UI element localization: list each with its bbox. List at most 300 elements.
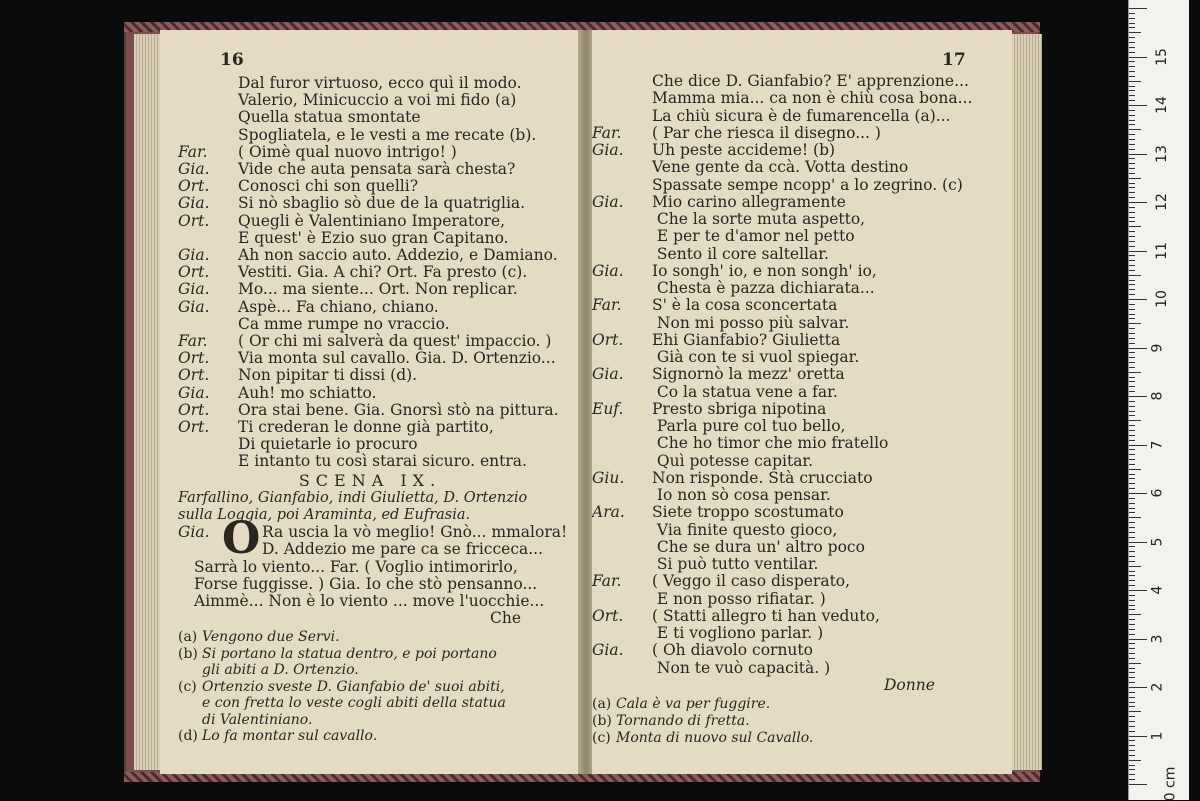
dialogue-line [592,555,818,573]
speaker-label: Gia. [592,261,624,280]
ruler-tick [1129,284,1135,285]
ruler-tick [1129,580,1135,581]
line-text: Valerio, Minicuccio a voi mi fido (a) [238,91,517,110]
right-page [592,30,1012,774]
line-text: Si può tutto ventilar. [652,555,819,573]
speaker-label: Euf. [592,399,624,418]
ruler-tick [1129,100,1135,101]
ruler-tick [1129,512,1135,513]
ruler-tick [1129,333,1135,334]
line-text: Vide che auta pensata sarà chesta? [238,160,516,178]
line-text: Che ho timor che mio fratello [652,434,889,453]
ruler-tick [1129,260,1135,261]
speaker-label: Gia. [178,297,210,316]
ruler-tick [1129,774,1135,775]
line-text: Parla pure col tuo bello, [652,417,846,435]
line-text: Non pipitar ti dissi (d). [238,366,418,385]
dialogue-line [592,607,880,625]
scene-cast: sulla Loggia, poi Araminta, ed Eufrasia. [178,507,471,523]
ruler-tick [1129,318,1135,319]
dialogue-line [592,141,835,159]
ruler-tick [1129,144,1135,145]
ruler-tick [1129,629,1135,630]
speaker-label: Ort. [178,211,210,230]
dialogue-line [178,401,559,419]
dialogue-line [592,89,972,107]
ruler-tick [1129,653,1135,654]
ruler-number: 5 [1149,537,1166,546]
ruler-tick [1129,702,1135,703]
ruler-tick [1129,299,1147,300]
ruler-tick [1129,585,1135,586]
speaker-label: Far. [592,123,622,142]
line-text: E non posso rifiatar. ) [652,589,826,608]
line-text: Conosci chi son quelli? [238,177,419,196]
dialogue-line [178,263,527,281]
speaker-label: Far. [592,572,622,591]
line-text: Uh peste accideme! (b) [652,141,836,159]
dialogue-line [592,400,826,418]
dialogue-line [592,434,888,452]
dialogue-line [178,280,518,298]
footnote [178,694,506,712]
footnote-text: gli abiti a D. Ortenzio. [202,662,359,679]
dialogue-line [592,331,840,349]
dialogue-line [592,365,845,383]
line-text: S' è la cosa sconcertata [652,296,838,315]
ruler-tick [1129,314,1135,315]
speaker-label: Gia. [178,280,210,299]
ruler-tick [1129,721,1135,722]
dialogue-line [178,108,421,126]
ruler-tick [1129,542,1147,543]
ruler-tick [1129,294,1135,295]
speaker-label: Ara. [592,503,625,522]
ruler-tick [1129,726,1135,727]
ruler-tick [1129,779,1135,780]
line-text: E ti vogliono parlar. ) [652,624,824,642]
ruler-tick [1129,265,1135,266]
footnote [592,712,750,730]
speaker-label: Giu. [592,468,625,487]
footnote [592,729,813,747]
line-text: Quegli è Valentiniano Imperatore, [238,211,506,230]
footnote-text: di Valentiniano. [202,711,313,728]
line-text: Auh! mo schiatto. [238,383,377,402]
ruler-tick [1129,658,1135,659]
ruler-tick [1129,134,1135,135]
ruler-tick [1129,692,1135,693]
dialogue-line [178,194,525,212]
page-number: 16 [220,50,244,70]
footnote [178,645,497,663]
ruler-tick [1129,435,1135,436]
line-text: Via finite questo gioco, [652,520,838,539]
ruler-tick [1129,32,1141,33]
footnote-label: (a) [178,629,198,646]
left-page [160,30,580,774]
ruler-tick [1129,508,1135,509]
footnote-text: Ortenzio sveste D. Gianfabio de' suoi abiti, [202,678,505,695]
ruler-tick [1129,493,1147,494]
footnote-label: (b) [178,645,198,662]
dialogue-line [592,124,881,142]
dialogue-line [592,279,875,297]
footnote-label: (c) [592,729,611,746]
line-text: Vene gente da ccà. Votta destino [652,158,909,177]
ruler-tick [1129,255,1135,256]
ruler-tick [1129,27,1135,28]
line-text: Ah non saccio auto. Addezio, e Damiano. [238,246,558,264]
speaker-label: Gia. [178,194,210,213]
dialogue-line [592,245,829,263]
speaker-label: Gia. [178,523,210,542]
ruler-tick [1129,86,1135,87]
ruler-number: 4 [1149,585,1166,595]
ruler-tick [1129,406,1135,407]
footnote [592,695,770,713]
dialogue-line [592,538,865,556]
dialogue-line [592,659,830,677]
ruler-tick [1129,81,1141,82]
ruler-tick [1129,192,1135,193]
ruler-tick [1129,120,1135,121]
line-text: Non te vuò capacità. ) [652,658,831,677]
speaker-label: Far. [178,332,208,350]
footnote-text: Lo fa montar sul cavallo. [202,728,378,745]
speaker-label: Ort. [178,418,210,436]
dialogue-line [592,572,850,590]
ruler-tick [1129,163,1135,164]
ruler-number: 15 [1153,47,1170,66]
line-text: ( Veggo il caso disperato, [652,572,851,591]
ruler-tick [1129,517,1141,518]
speaker-label: Ort. [178,263,210,282]
ruler-tick [1129,464,1135,465]
ruler-tick [1129,619,1135,620]
ruler-tick [1129,503,1135,504]
line-text: Mo... ma siente... Ort. Non replicar. [238,280,518,299]
ruler-tick [1129,289,1135,290]
speaker-label: Far. [178,142,208,161]
speaker-label: Far. [592,296,622,315]
page-number: 17 [942,50,966,70]
ruler-tick [1129,168,1135,169]
ruler-number: 12 [1153,193,1170,211]
dialogue-line [592,348,859,366]
ruler-tick [1129,415,1135,416]
line-text: Che la sorte muta aspetto, [652,210,866,228]
ruler-tick [1129,57,1147,58]
ruler-tick [1129,469,1141,470]
ruler-tick [1129,323,1141,324]
line-text: ( Oh diavolo cornuto [652,641,813,660]
ruler-tick [1129,246,1135,247]
line-text: Non risponde. Stà crucciato [652,468,873,487]
ruler-number: 8 [1149,391,1166,401]
ruler-tick [1129,784,1147,785]
dialogue-line [178,126,536,144]
line-text: Aimmè... Non è lo viento ... move l'uocchie... [194,592,545,610]
ruler-tick [1129,551,1135,552]
line-text: Forse fuggisse. ) Gia. Io che stò pensanno... [194,574,538,593]
ruler-tick [1129,445,1147,446]
footnote [178,678,505,696]
ruler-tick [1129,440,1135,441]
speaker-label: Ort. [178,366,210,385]
ruler-tick [1129,643,1135,644]
dialogue-line [592,469,873,487]
dialogue-line [592,158,908,176]
line-text: Siete troppo scostumato [652,503,844,522]
ruler-tick [1129,590,1147,591]
footnote-text: Monta di nuovo sul Cavallo. [616,729,814,746]
ruler-tick [1129,115,1135,116]
line-text: Io songh' io, e non songh' io, [652,261,877,280]
ruler-tick [1129,420,1141,421]
speaker-label: Ort. [178,400,210,419]
line-text: Di quietarle io procuro [238,435,418,454]
line-text: Io non sò cosa pensar. [652,486,831,504]
dialogue-line [178,315,450,333]
ruler-tick [1129,381,1135,382]
ruler-tick [1129,648,1135,649]
dialogue-line [592,452,813,470]
footnote-text: Si portano la statua dentro, e poi portano [202,645,497,662]
line-text: Spogliatela, e le vesti a me recate (b). [238,125,537,144]
footnote [178,628,340,646]
ruler-tick [1129,566,1141,567]
footnote [178,661,359,679]
ruler-tick [1129,546,1135,547]
ruler-tick [1129,251,1147,252]
ruler-tick [1129,425,1135,426]
dialogue-line [592,296,837,314]
ruler-tick [1129,740,1135,741]
dialogue-line [592,314,849,332]
line-text: Dal furor virtuoso, ecco quì il modo. [238,74,522,92]
speaker-label: Gia. [592,641,624,660]
line-text: Già con te si vuol spiegar. [652,348,860,366]
ruler-number: 6 [1149,488,1166,498]
line-text: Presto sbriga nipotina [652,399,827,418]
dialogue-line [178,246,558,264]
ruler-tick [1129,149,1135,150]
ruler-tick [1129,95,1135,96]
ruler-tick [1129,532,1135,533]
ruler-tick [1129,183,1135,184]
ruler-tick [1129,90,1135,91]
ruler-tick [1129,755,1135,756]
ruler-tick [1129,411,1135,412]
ruler-tick [1129,745,1135,746]
line-text: Non mi posso più salvar. [652,313,850,332]
ruler-tick [1129,706,1135,707]
ruler-number: 1 [1149,731,1166,740]
ruler-tick [1129,488,1135,489]
ruler-tick [1129,66,1135,67]
ruler-tick [1129,124,1135,125]
catchword: Donne [884,675,935,694]
dialogue-line [592,72,969,90]
ruler-tick [1129,202,1147,203]
ruler-tick [1129,352,1135,353]
ruler-tick [1129,614,1141,615]
dialogue-line [178,160,515,178]
dialogue-line [592,227,855,245]
dialogue-line [592,107,951,125]
dialogue-line [592,486,831,504]
ruler-tick [1129,571,1135,572]
ruler-tick [1129,348,1147,349]
catchword: Che [490,609,522,628]
line-text: Ora stai bene. Gia. Gnorsì stò na pittura. [238,400,559,419]
dialogue-line [178,177,418,195]
ruler-tick [1129,600,1135,601]
ruler-tick [1129,527,1135,528]
line-text: Ra uscia la vò meglio! Gnò... mmalora! [262,523,568,542]
dialogue-line [178,212,505,230]
line-text: ( Statti allegro ti han veduto, [652,606,880,625]
ruler-tick [1129,522,1135,523]
ruler-tick [1129,52,1135,53]
speaker-label: Gia. [178,160,210,178]
ruler-tick [1129,454,1135,455]
ruler-number: 2 [1149,682,1166,692]
dialogue-line [178,229,509,247]
ruler-tick [1129,217,1135,218]
ruler-tick [1129,575,1135,576]
ruler-tick [1129,328,1135,329]
footnote [178,711,312,729]
ruler-tick [1129,154,1147,155]
line-text: Ca mme rumpe no vraccio. [238,314,450,333]
line-text: Aspè... Fa chiano, chiano. [238,297,439,316]
ruler-tick [1129,609,1135,610]
ruler-tick [1129,677,1135,678]
line-text: Sarrà lo viento... Far. ( Voglio intimorirlo, [194,557,518,576]
ruler-tick [1129,241,1135,242]
ruler-tick [1129,760,1141,761]
ruler-tick [1129,173,1135,174]
ruler-tick [1129,672,1135,673]
line-text: Si nò sbaglio sò due de la quatriglia. [238,194,526,213]
ruler-tick [1129,697,1135,698]
dialogue-line [178,435,418,453]
ruler-tick [1129,624,1135,625]
ruler-tick [1129,483,1135,484]
line-text: Via monta sul cavallo. Gia. D. Ortenzio... [238,349,556,368]
scene-heading: SCENA IX. [298,470,442,490]
line-text: Mio carino allegramente [652,192,846,211]
speaker-label: Gia. [178,246,210,264]
ruler-tick [1129,221,1135,222]
ruler-tick [1129,595,1135,596]
ruler-tick [1129,280,1135,281]
ruler-tick [1129,750,1135,751]
line-text: Che dice D. Gianfabio? E' apprenzione... [652,72,969,90]
ruler-tick [1129,498,1135,499]
ruler-tick [1129,474,1135,475]
ruler-tick [1129,668,1135,669]
ruler-tick [1129,459,1135,460]
ruler-tick [1129,275,1141,276]
speaker-label: Ort. [178,349,210,368]
dialogue-line [592,503,844,521]
line-text: Vestiti. Gia. A chi? Ort. Fa presto (c). [238,263,528,282]
dialogue-line [178,452,527,470]
ruler-tick [1129,396,1147,397]
line-text: Spassate sempe ncopp' a lo zegrino. (c) [652,175,963,194]
ruler-tick [1129,129,1141,130]
dialogue-line [592,210,865,228]
footnote [178,727,377,745]
ruler-number: 11 [1153,241,1170,260]
line-text: Quella statua smontate [238,108,421,127]
ruler-tick [1129,391,1135,392]
ruler-tick [1129,372,1141,373]
line-text: Sento il core saltellar. [652,244,829,263]
ruler-tick [1129,110,1135,111]
ruler-tick [1129,338,1135,339]
line-text: La chiù sicura è de fumarencella (a)... [652,106,951,125]
speaker-label: Gia. [178,383,210,402]
ruler-tick [1129,377,1135,378]
ruler-tick [1129,76,1135,77]
drop-cap: O [222,513,261,565]
dialogue-line [592,624,823,642]
dialogue-line [178,332,551,350]
footnote-text: e con fretta lo veste cogli abiti della statua [202,695,506,712]
ruler-tick [1129,537,1135,538]
ruler-number: 7 [1149,440,1166,449]
ruler-tick [1129,736,1147,737]
dialogue-line [592,641,813,659]
line-text: ( Or chi mi salverà da quest' impaccio. ) [238,332,552,350]
ruler-tick [1129,430,1135,431]
dialogue-line [592,176,963,194]
ruler-tick [1129,682,1135,683]
line-text: Co la statua vene a far. [652,382,838,401]
footnote-text: Tornando di fretta. [616,712,750,729]
ruler-tick [1129,478,1135,479]
ruler-tick [1129,236,1135,237]
speaker-label: Gia. [592,141,624,159]
ruler-tick [1129,367,1135,368]
dialogue-line [178,143,457,161]
line-text: Ti crederan le donne già partito, [238,418,494,436]
ruler-tick [1129,212,1135,213]
dialogue-line [592,590,826,608]
footnote-text: Cala è va per fuggire. [616,695,771,712]
ruler-tick [1129,8,1147,9]
ruler-tick [1129,663,1141,664]
dialogue-line [178,298,439,316]
line-text: E intanto tu così starai sicuro. entra. [238,452,527,471]
dialogue-line [592,193,846,211]
ruler-tick [1129,139,1135,140]
ruler-tick [1129,357,1135,358]
ruler-tick [1129,309,1135,310]
speaker-label: Gia. [592,365,624,384]
footnote-label: (b) [592,712,612,729]
ruler-tick [1129,711,1141,712]
speaker-label: Ort. [178,177,210,196]
ruler-tick [1129,23,1135,24]
dialogue-line [178,418,494,436]
dialogue-line [592,262,877,280]
ruler-number: 3 [1149,634,1166,643]
